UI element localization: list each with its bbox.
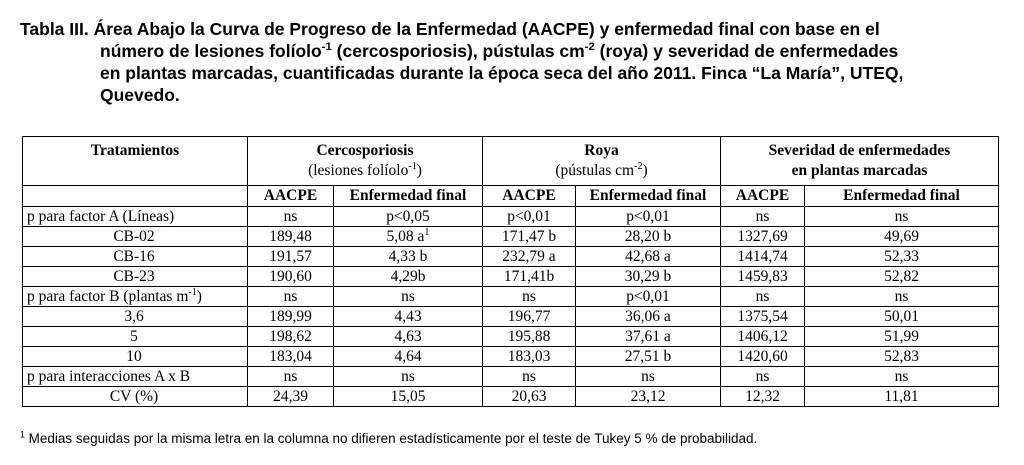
header-severidad <box>721 137 999 186</box>
table-cell: 4,33 b <box>334 247 483 267</box>
table-row <box>23 387 999 407</box>
table-cell: 191,57 <box>248 247 334 267</box>
table-cell: 196,77 <box>483 307 576 327</box>
table-cell: 28,20 b <box>576 227 721 247</box>
footnote: $^1$ Medias seguidas por la misma letra en la columna no difieren estadísticamente por el teste de Tukey 5 % de probabilidad. <box>20 429 758 446</box>
table-row <box>23 287 999 307</box>
row-label: p para interacciones A x B <box>23 367 248 387</box>
table-row <box>23 347 999 367</box>
table-cell: 52,83 <box>805 347 999 367</box>
table-cell: 27,51 b <box>576 347 721 367</box>
table-cell: 195,88 <box>483 327 576 347</box>
table-cell: 50,01 <box>805 307 999 327</box>
table-cell: 4,29b <box>334 267 483 287</box>
table-cell: 37,61 a <box>576 327 721 347</box>
table-cell: ns <box>334 287 483 307</box>
table-cell: 52,33 <box>805 247 999 267</box>
table-cell: 1406,12 <box>721 327 805 347</box>
table-row <box>23 327 999 347</box>
table-cell: p<0,05 <box>334 207 483 227</box>
subheader-cell: Enfermedad final <box>334 186 483 207</box>
table-cell: 51,99 <box>805 327 999 347</box>
header-cerco-title: Cercosporiosis <box>316 142 414 159</box>
caption-line: número de lesiones folíolo$^{-1}$ (cercosporiosis), pústulas $cm^{-2}$ (roya) y severidad de enfermedades <box>100 41 899 61</box>
table-cell: ns <box>721 207 805 227</box>
row-label: CV (%) <box>23 387 248 407</box>
table-cell: 1327,69 <box>721 227 805 247</box>
row-label: 10 <box>23 347 248 367</box>
table-cell: ns <box>721 367 805 387</box>
table-cell: ns <box>248 207 334 227</box>
table-row <box>23 207 999 227</box>
table-cell: 232,79 a <box>483 247 576 267</box>
table-cell: p<0,01 <box>576 287 721 307</box>
row-label: CB-23 <box>23 267 248 287</box>
table-caption <box>20 18 1005 106</box>
table-cell: 49,69 <box>805 227 999 247</box>
row-label: CB-02 <box>23 227 248 247</box>
header-tratamientos <box>23 137 248 186</box>
table-cell: 1414,74 <box>721 247 805 267</box>
subheader-cell: Enfermedad final <box>576 186 721 207</box>
table-cell: 5,08 $a^1$ <box>334 227 483 247</box>
subheader-cell: AACPE <box>483 186 576 207</box>
table-cell: p<0,01 <box>576 207 721 227</box>
row-label: CB-16 <box>23 247 248 267</box>
table-cell: ns <box>576 367 721 387</box>
table-cell: p<0,01 <box>483 207 576 227</box>
caption-line: en plantas marcadas, cuantificadas durante la época seca del año 2011. Finca “La María”, UTEQ, <box>100 63 904 83</box>
table-cell: ns <box>483 287 576 307</box>
header-tratamientos-label: Tratamientos <box>90 142 180 159</box>
table-cell: 12,32 <box>721 387 805 407</box>
table-row <box>23 307 999 327</box>
table-cell: 183,03 <box>483 347 576 367</box>
header-roya-unit: (pústulas $cm^{-2}$) <box>555 160 648 179</box>
row-label: 5 <box>23 327 248 347</box>
table-cell: ns <box>805 287 999 307</box>
table-cell: 1459,83 <box>721 267 805 287</box>
table-cell: 189,48 <box>248 227 334 247</box>
table-cell: ns <box>334 367 483 387</box>
table-cell: 23,12 <box>576 387 721 407</box>
row-label: p para factor A (Líneas) <box>23 207 248 227</box>
table-cell: 189,99 <box>248 307 334 327</box>
table-cell: 4,63 <box>334 327 483 347</box>
table-cell: 198,62 <box>248 327 334 347</box>
header-roya <box>483 137 721 186</box>
table-cell: 20,63 <box>483 387 576 407</box>
header-cerco-unit: (lesiones folíolo$^{-1}$) <box>308 160 422 179</box>
table-cell: ns <box>805 207 999 227</box>
table-cell: 15,05 <box>334 387 483 407</box>
table-cell: ns <box>721 287 805 307</box>
header-sev-subtitle: en plantas marcadas <box>791 162 928 179</box>
header-sev-title: Severidad de enfermedades <box>768 142 951 159</box>
table-row <box>23 267 999 287</box>
caption-line: Tabla III. Área Abajo la Curva de Progreso de la Enfermedad (AACPE) y enfermedad final con base en el <box>20 19 880 39</box>
table-cell: 24,39 <box>248 387 334 407</box>
row-label: p para factor B (plantas $m^{-1}$) <box>23 287 248 307</box>
table-cell: 183,04 <box>248 347 334 367</box>
table-cell: 190,60 <box>248 267 334 287</box>
table-cell: 11,81 <box>805 387 999 407</box>
table-row <box>23 247 999 267</box>
header-roya-title: Roya <box>584 142 619 159</box>
subheader-cell: Enfermedad final <box>805 186 999 207</box>
header-cercosporiosis <box>248 137 483 186</box>
caption-line: Quevedo. <box>100 85 180 105</box>
table-cell: 171,41b <box>483 267 576 287</box>
table-row <box>23 367 999 387</box>
table-cell: ns <box>248 367 334 387</box>
table-cell: 4,64 <box>334 347 483 367</box>
table-cell: 171,47 b <box>483 227 576 247</box>
table-cell: 1420,60 <box>721 347 805 367</box>
table-cell: 1375,54 <box>721 307 805 327</box>
table-cell: 36,06 a <box>576 307 721 327</box>
table-cell: ns <box>483 367 576 387</box>
table-row <box>23 227 999 247</box>
table-cell: ns <box>248 287 334 307</box>
table-cell: 30,29 b <box>576 267 721 287</box>
header-empty <box>23 186 248 207</box>
row-label: 3,6 <box>23 307 248 327</box>
table-cell: 52,82 <box>805 267 999 287</box>
table-cell: 4,43 <box>334 307 483 327</box>
results-table <box>22 136 999 407</box>
table-body <box>23 207 999 407</box>
subheader-cell: AACPE <box>721 186 805 207</box>
table-cell: ns <box>805 367 999 387</box>
subheader-cell: AACPE <box>248 186 334 207</box>
table-cell: 42,68 a <box>576 247 721 267</box>
